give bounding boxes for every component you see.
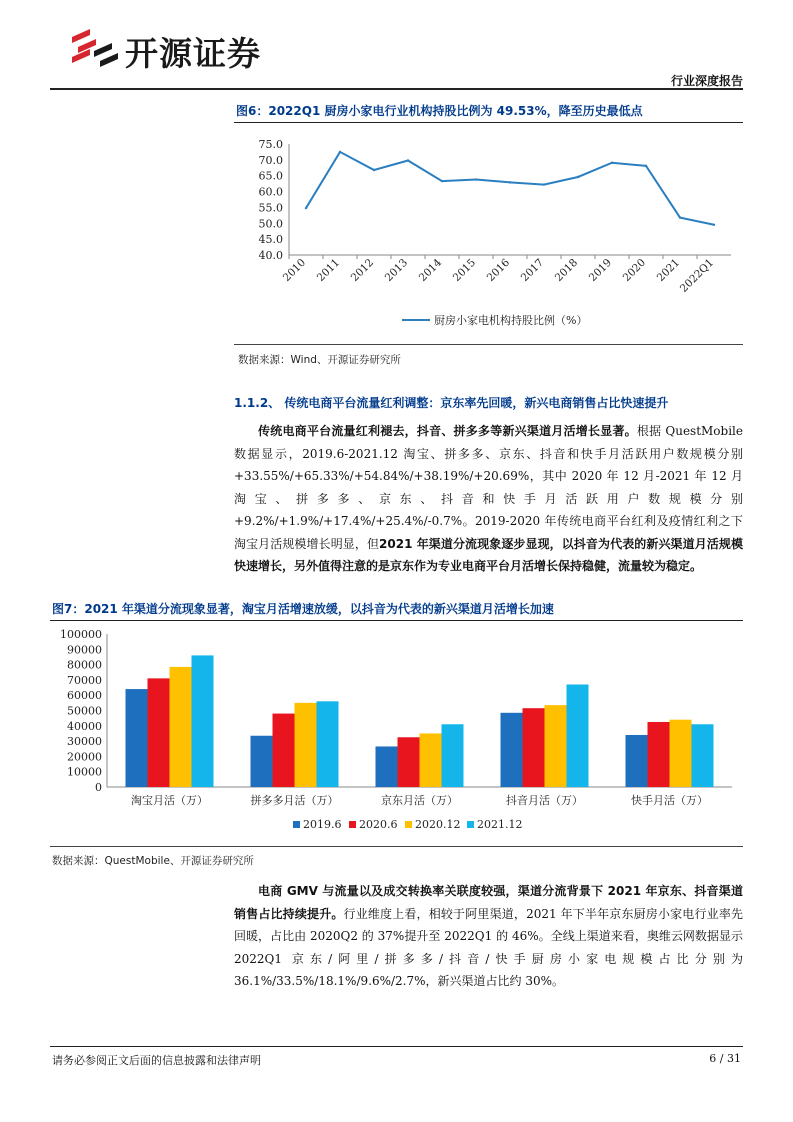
- brand-logo-icon: [70, 27, 120, 69]
- bar: [317, 701, 339, 787]
- figure7-title: 图7：2021 年渠道分流现象显著，淘宝月活增速放缓，以抖音为代表的新兴渠道月活增长加速: [52, 602, 554, 616]
- brand-name: 开源证券: [125, 34, 261, 73]
- data-point: [373, 169, 375, 171]
- bar: [670, 720, 692, 787]
- bar: [501, 713, 523, 787]
- bar: [251, 736, 273, 787]
- bar: [523, 708, 545, 787]
- data-point: [611, 162, 613, 164]
- x-tick-label: 抖音月活（万）: [506, 794, 583, 807]
- x-tick-label: 淘宝月活（万）: [131, 794, 208, 807]
- y-tick-label: 70.0: [258, 153, 283, 167]
- section-heading: 1.1.2、 传统电商平台流量红利调整：京东率先回暖，新兴电商销售占比快速提升: [234, 396, 669, 410]
- y-tick-label: 100000: [60, 628, 102, 641]
- y-tick-label: 45.0: [258, 233, 283, 247]
- data-point: [543, 183, 545, 185]
- y-tick-label: 50.0: [258, 217, 283, 231]
- figure7-bar-chart: [50, 624, 743, 844]
- bar: [170, 667, 192, 787]
- figure6-source: 数据来源：Wind、开源证券研究所: [238, 354, 401, 366]
- y-tick-label: 20000: [67, 750, 102, 764]
- y-tick-label: 40000: [67, 719, 102, 733]
- series-line: [306, 152, 714, 225]
- bar: [376, 746, 398, 787]
- bar: [545, 705, 567, 787]
- footer-divider: [50, 1046, 743, 1047]
- data-point: [679, 216, 681, 218]
- legend-swatch: [293, 821, 300, 828]
- bar: [567, 684, 589, 787]
- legend-swatch: [405, 821, 412, 828]
- figure7-bottom-rule: [50, 846, 743, 847]
- x-tick-label: 2021: [654, 256, 683, 285]
- y-tick-label: 0: [95, 781, 102, 794]
- paragraph-2: [234, 880, 743, 993]
- y-tick-label: 55.0: [258, 201, 283, 215]
- y-tick-label: 10000: [67, 765, 102, 779]
- x-tick-label: 2014: [416, 256, 445, 285]
- bar: [420, 733, 442, 787]
- header-divider: [50, 88, 743, 90]
- x-tick-label: 2011: [314, 256, 343, 285]
- paragraph-1-lead: 传统电商平台流量红利褪去，抖音、拼多多等新兴渠道月活增长显著。: [258, 424, 637, 438]
- paragraph-1-body: 根据 QuestMobile 数据显示，2019.6-2021.12 淘宝、拼多多、京东、抖音和快手月活跃用户数规模分别+33.55%/+65.33%/+54.84%/+38.19%/+20.69%，其中 2020 年 12 月-2021 年 12 月淘宝、拼多多、京东、抖音和快手月活跃用户数规模分别+9.2%/+1.9%/+17.4%/+25.4%/-0.7%。2019-2020 年传统电商平台红利及疫情红利之下淘宝月活规模增长明显，但: [234, 424, 743, 551]
- data-point: [713, 224, 715, 226]
- x-tick-label: 2016: [484, 256, 513, 285]
- x-tick-label: 2012: [348, 256, 377, 285]
- x-tick-label: 2013: [382, 256, 411, 285]
- x-tick-label: 2018: [552, 256, 581, 285]
- bar: [192, 655, 214, 787]
- legend-swatch: [349, 821, 356, 828]
- legend-label: 2020.6: [359, 818, 398, 831]
- data-point: [305, 207, 307, 209]
- figure6-title: 图6：2022Q1 厨房小家电行业机构持股比例为 49.53%，降至历史最低点: [236, 104, 643, 118]
- bar: [626, 735, 648, 787]
- x-tick-label: 快手月活（万）: [631, 794, 708, 807]
- legend-label: 2021.12: [477, 818, 523, 831]
- x-tick-label: 2020: [620, 256, 649, 285]
- y-tick-label: 75.0: [258, 138, 283, 151]
- y-tick-label: 80000: [67, 658, 102, 672]
- figure6-line-chart: [234, 126, 743, 342]
- legend-label: 2019.6: [303, 818, 342, 831]
- y-tick-label: 50000: [67, 704, 102, 718]
- figure6-top-rule: [234, 122, 743, 123]
- data-point: [441, 180, 443, 182]
- x-tick-label: 京东月活（万）: [381, 794, 458, 807]
- data-point: [577, 176, 579, 178]
- paragraph-1: [234, 420, 743, 578]
- x-tick-label: 2017: [518, 256, 547, 285]
- legend-label: 厨房小家电机构持股比例（%）: [434, 314, 588, 327]
- y-tick-label: 60.0: [258, 185, 283, 199]
- figure6-bottom-rule: [234, 344, 743, 345]
- x-tick-label: 2015: [450, 256, 479, 285]
- y-tick-label: 70000: [67, 673, 102, 687]
- legend-label: 2020.12: [415, 818, 461, 831]
- x-tick-label: 2022Q1: [677, 256, 717, 295]
- y-tick-label: 60000: [67, 689, 102, 703]
- paragraph-1-emphasis: 2021 年渠道分流现象逐步显现，以抖音为代表的新兴渠道月活规模快速增长，另外值得注意的是京东作为专业电商平台月活增长保持稳健，流量较为稳定。: [234, 536, 743, 573]
- x-tick-label: 2010: [280, 256, 309, 285]
- figure7-top-rule: [50, 620, 743, 621]
- data-point: [645, 165, 647, 167]
- bar: [692, 724, 714, 787]
- legend-swatch: [467, 821, 474, 828]
- paragraph-2-lead: 电商 GMV 与流量以及成交转换率关联度较强，渠道分流背景下 2021 年京东、抖音渠道销售占比持续提升。: [234, 884, 743, 921]
- data-point: [475, 178, 477, 180]
- bar: [273, 714, 295, 787]
- figure7-source: 数据来源：QuestMobile、开源证券研究所: [52, 855, 254, 867]
- bar: [398, 737, 420, 787]
- y-tick-label: 90000: [67, 643, 102, 657]
- bar: [648, 722, 670, 787]
- bar: [442, 724, 464, 787]
- bar: [148, 678, 170, 787]
- y-tick-label: 40.0: [258, 249, 283, 262]
- bar: [295, 703, 317, 787]
- x-tick-label: 2019: [586, 256, 615, 285]
- y-tick-label: 30000: [67, 735, 102, 749]
- report-type: 行业深度报告: [670, 74, 743, 88]
- data-point: [509, 181, 511, 183]
- data-point: [339, 151, 341, 153]
- paragraph-2-body: 行业维度上看，相较于阿里渠道，2021 年下半年京东厨房小家电行业率先回暖，占比由 2020Q2 的 37%提升至 2022Q1 的 46%。全线上渠道来看，奥维云网数据显示 2022Q1 京东/阿里/拼多多/抖音/快手厨房小家电规模占比分别为 36.1%/33.5%/18.1%/9.6%/2.7%，新兴渠道占比约 30%。: [234, 906, 743, 988]
- y-tick-label: 65.0: [258, 169, 283, 183]
- bar: [126, 689, 148, 787]
- x-tick-label: 拼多多月活（万）: [250, 794, 339, 807]
- data-point: [407, 159, 409, 161]
- footer-disclaimer: 请务必参阅正文后面的信息披露和法律声明: [52, 1054, 261, 1067]
- page-number: 6 / 31: [709, 1052, 741, 1065]
